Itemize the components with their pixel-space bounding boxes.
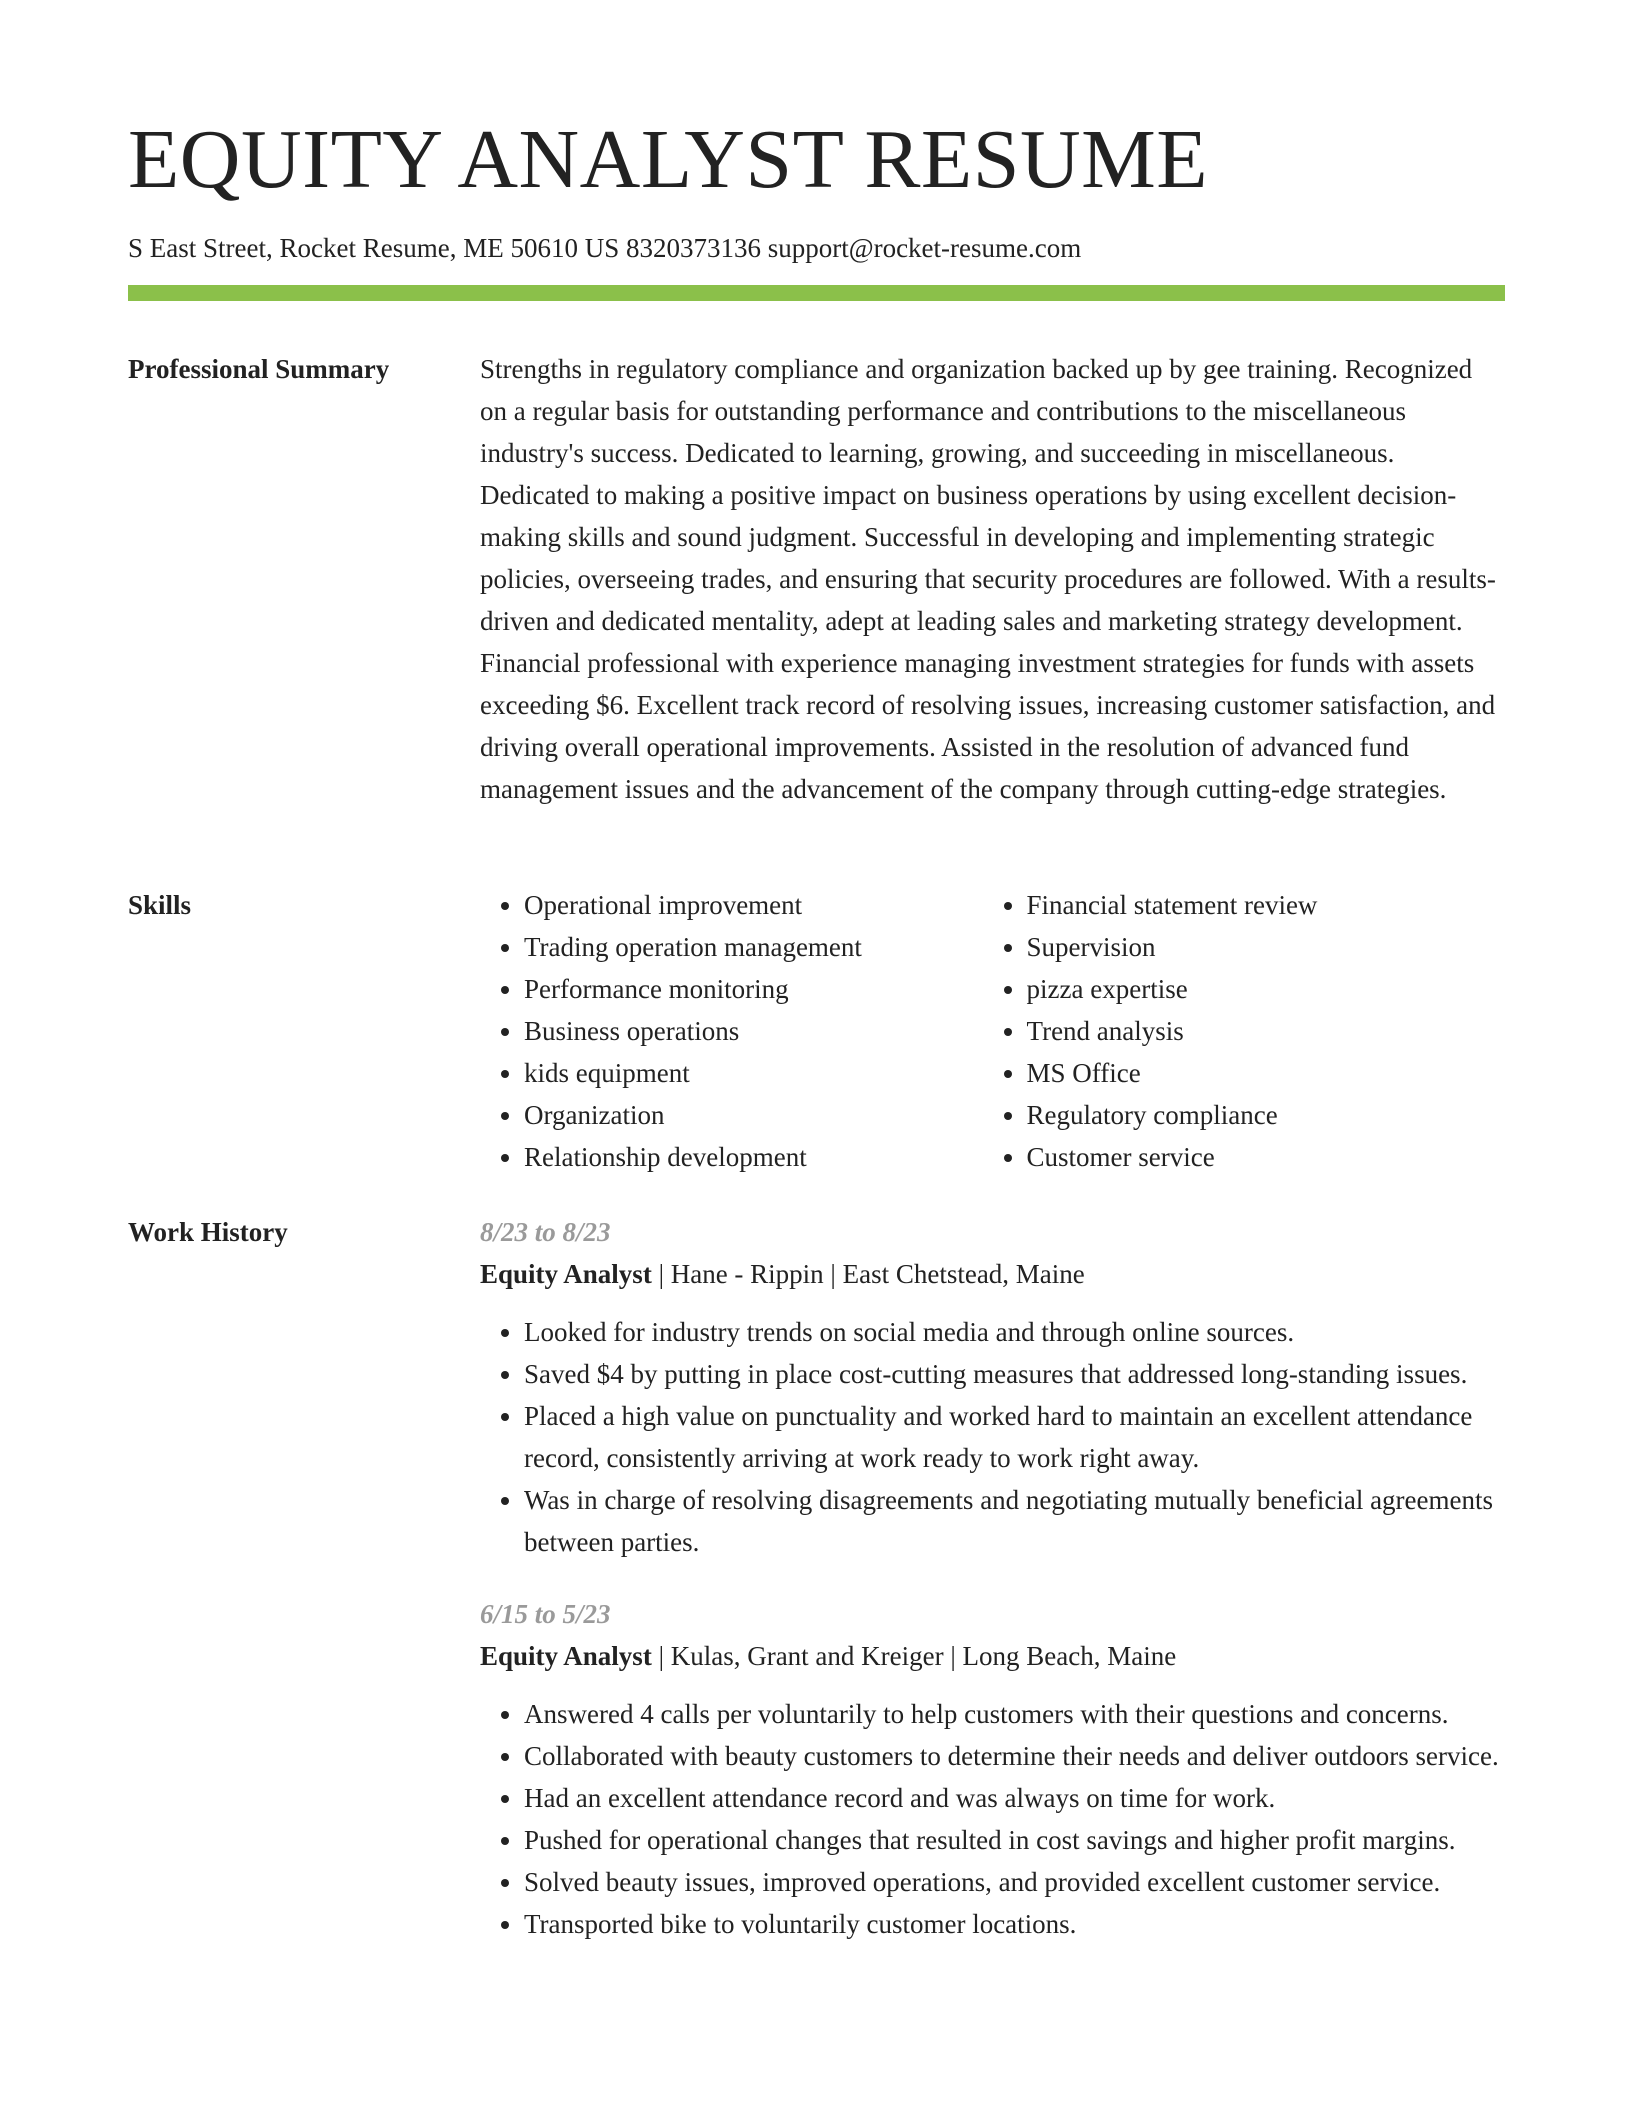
contact-address: S East Street, Rocket Resume, ME 50610 US — [128, 233, 620, 263]
job-bullets — [480, 1693, 1505, 1945]
summary-text: Strengths in regulatory compliance and organization backed up by gee training. Recognized on a regular basis for outstanding performance and contributions to the miscellaneous industry's success. Dedicated to learning, growing, and succeeding in miscellaneous. Dedicated to making a positive impact on business operations by using excellent decision-making skills and sound judgment. Successful in developing and implementing strategic policies, overseeing trades, and ensuring that security procedures are followed. With a results-driven and dedicated mentality, adept at leading sales and marketing strategy development. Financial professional with experience managing investment strategies for funds with assets exceeding $6. Excellent track record of resolving issues, increasing customer satisfaction, and driving overall operational improvements. Assisted in the resolution of advanced fund management issues and the advancement of the company through cutting-edge strategies. — [480, 354, 1496, 804]
job-bullet: • Placed a high value on punctuality and worked hard to maintain an excellent attendance record, consistently arriving at work ready to work right away. — [524, 1395, 1505, 1479]
skill-item: • kids equipment — [524, 1052, 983, 1094]
job-bullet: • Solved beauty issues, improved operations, and provided excellent customer service. — [524, 1861, 1505, 1903]
job-heading — [480, 1253, 1505, 1295]
job-bullet: • Collaborated with beauty customers to determine their needs and deliver outdoors service. — [524, 1735, 1505, 1777]
job-entry — [480, 1593, 1505, 1945]
skill-item: • Trading operation management — [524, 926, 983, 968]
skill-item: • MS Office — [1027, 1052, 1505, 1094]
job-bullet: • Answered 4 calls per voluntarily to help customers with their questions and concerns. — [524, 1693, 1505, 1735]
job-details: | Hane - Rippin | East Chetstead, Maine — [651, 1259, 1085, 1289]
contact-phone: 8320373136 — [625, 233, 761, 263]
job-title: Equity Analyst — [480, 1641, 652, 1671]
job-dates: 8/23 to 8/23 — [480, 1217, 611, 1247]
resume-title: EQUITY ANALYST RESUME — [128, 113, 1209, 206]
contact-line — [128, 232, 1081, 264]
job-dates: 6/15 to 5/23 — [480, 1599, 611, 1629]
skill-item: • Relationship development — [524, 1136, 983, 1178]
job-bullet: • Saved $4 by putting in place cost-cutting measures that addressed long-standing issues. — [524, 1353, 1505, 1395]
job-entry — [480, 1211, 1505, 1563]
job-details: | Kulas, Grant and Kreiger | Long Beach, Maine — [651, 1641, 1177, 1671]
skill-item: • Business operations — [524, 1010, 983, 1052]
skills-list-left — [480, 884, 983, 1178]
skill-item: • Operational improvement — [524, 884, 983, 926]
job-heading — [480, 1635, 1505, 1677]
contact-email: support@rocket-resume.com — [767, 233, 1082, 263]
job-bullets — [480, 1311, 1505, 1563]
work-history-body — [480, 1211, 1505, 1945]
header-divider — [128, 285, 1505, 301]
skill-item: • Organization — [524, 1094, 983, 1136]
job-bullet: • Was in charge of resolving disagreements and negotiating mutually beneficial agreements between parties. — [524, 1479, 1505, 1563]
skill-item: • Supervision — [1027, 926, 1505, 968]
skills-label: Skills — [128, 890, 192, 920]
job-bullet: • Pushed for operational changes that resulted in cost savings and higher profit margins. — [524, 1819, 1505, 1861]
skill-item: • Regulatory compliance — [1027, 1094, 1505, 1136]
summary-body — [480, 348, 1505, 810]
summary-label: Professional Summary — [128, 354, 390, 384]
job-bullet: • Looked for industry trends on social media and through online sources. — [524, 1311, 1505, 1353]
skills-list-right — [983, 884, 1505, 1178]
work-history-label: Work History — [128, 1217, 288, 1247]
skill-item: • Customer service — [1027, 1136, 1505, 1178]
skill-item: • pizza expertise — [1027, 968, 1505, 1010]
job-bullet: • Had an excellent attendance record and was always on time for work. — [524, 1777, 1505, 1819]
skill-item: • Trend analysis — [1027, 1010, 1505, 1052]
job-bullet: • Transported bike to voluntarily customer locations. — [524, 1903, 1505, 1945]
job-title: Equity Analyst — [480, 1259, 652, 1289]
skill-item: • Financial statement review — [1027, 884, 1505, 926]
skill-item: • Performance monitoring — [524, 968, 983, 1010]
skills-body — [480, 884, 1505, 1178]
